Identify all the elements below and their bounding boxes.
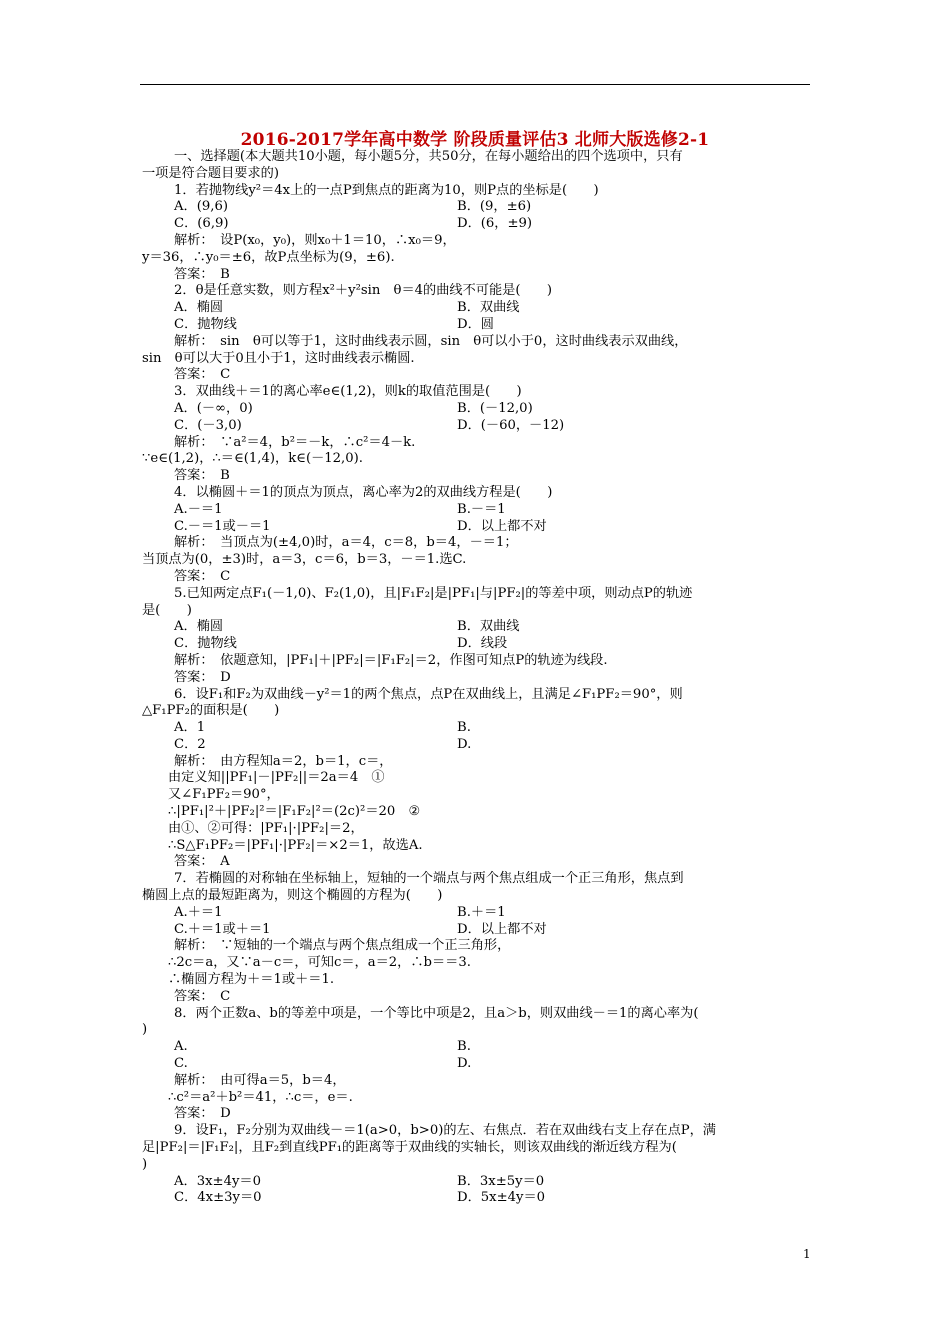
option-d: D．以上都不对: [457, 921, 547, 937]
option-c: C．2: [174, 736, 206, 752]
question-7-stem: 椭圆上点的最短距离为，则这个椭圆的方程为( ): [142, 888, 443, 904]
question-4-answer: 答案： C: [174, 568, 231, 584]
option-d: D.: [457, 736, 472, 752]
option-a: A．(9,6): [174, 199, 228, 215]
question-4-options-row: [142, 502, 812, 519]
question-8-stem: ): [142, 1022, 148, 1038]
option-a: A．椭圆: [174, 619, 224, 635]
question-2-analysis: sin θ可以大于0且小于1，这时曲线表示椭圆.: [142, 350, 415, 366]
document-title: 2016-2017学年高中数学 阶段质量评估3 北师大版选修2-1: [240, 130, 710, 150]
question-8-answer: 答案： D: [174, 1106, 231, 1122]
option-b: B.＋＝1: [457, 904, 506, 920]
option-d: D．以上都不对: [457, 518, 547, 534]
question-6-stem: 6．设F₁和F₂为双曲线－y²＝1的两个焦点，点P在双曲线上，且满足∠F₁PF₂＝90°，则: [174, 686, 683, 702]
question-6-options-row: [142, 720, 812, 737]
question-3-stem: 3．双曲线＋＝1的离心率e∈(1,2)，则k的取值范围是( ): [174, 384, 522, 400]
question-9-stem: 足|PF₂|＝|F₁F₂|，且F₂到直线PF₁的距离等于双曲线的实轴长，则该双曲线的渐近线方程为(: [142, 1140, 677, 1156]
question-1-options-row: [142, 216, 812, 233]
question-5-answer: 答案： D: [174, 669, 231, 685]
question-3-analysis: 解析： ∵a²＝4，b²＝－k，∴c²＝4－k.: [174, 434, 416, 450]
option-c: C.＋＝1或＋＝1: [174, 921, 271, 937]
option-d: D．线段: [457, 636, 508, 652]
question-5-options-row: [142, 636, 812, 653]
question-6-analysis: 由定义知||PF₁|－|PF₂||＝2a＝4 ①: [168, 770, 385, 786]
question-6-analysis: ∴|PF₁|²＋|PF₂|²＝|F₁F₂|²＝(2c)²＝20 ②: [168, 804, 421, 820]
question-7-analysis: ∴椭圆方程为＋＝1或＋＝1.: [168, 972, 335, 988]
question-6-answer: 答案： A: [174, 854, 230, 870]
option-c: C．抛物线: [174, 636, 237, 652]
question-6-analysis: 又∠F₁PF₂＝90°，: [168, 787, 280, 803]
question-9-stem: ): [142, 1156, 148, 1172]
question-1-stem: 1．若抛物线y²＝4x上的一点P到焦点的距离为10，则P点的坐标是( ): [174, 182, 599, 198]
option-c: C．4x±3y＝0: [174, 1190, 262, 1206]
option-d: D.: [457, 1056, 472, 1072]
question-7-options-row: [142, 922, 812, 939]
option-a: A.＋＝1: [174, 904, 223, 920]
question-7-analysis: ∴2c＝a，又∵a－c＝，可知c＝，a＝2，∴b＝＝3.: [168, 955, 471, 971]
page-number: 1: [803, 1247, 811, 1261]
option-c: C.－＝1或－＝1: [174, 518, 271, 534]
question-8-stem: 8．两个正数a、b的等差中项是，一个等比中项是2，且a＞b，则双曲线－＝1的离心率为(: [174, 1005, 699, 1021]
option-b: B．3x±5y＝0: [457, 1173, 545, 1189]
option-a: A.－＝1: [174, 501, 223, 517]
option-a: A．椭圆: [174, 300, 224, 316]
question-6-analysis: 由①、②可得：|PF₁|·|PF₂|＝2，: [168, 820, 364, 836]
question-5-stem: 5.已知两定点F₁(－1,0)、F₂(1,0)，且|F₁F₂|是|PF₁|与|PF₂|的等差中项，则动点P的轨迹: [174, 585, 693, 601]
question-9-stem: 9．设F₁，F₂分别为双曲线－＝1(a>0，b>0)的左、右焦点．若在双曲线右支上存在点P，满: [174, 1123, 716, 1139]
option-a: A.: [174, 1039, 188, 1055]
question-3-answer: 答案： B: [174, 468, 230, 484]
option-b: B.: [457, 720, 471, 736]
section-intro-line: 一、选择题(本大题共10小题，每小题5分，共50分，在每小题给出的四个选项中，只有: [174, 149, 683, 164]
option-d: D．(6，±9): [457, 216, 533, 232]
question-6-options-row: [142, 737, 812, 754]
question-2-answer: 答案： C: [174, 367, 231, 383]
option-b: B．双曲线: [457, 619, 520, 635]
question-1-analysis: y＝36，∴y₀＝±6，故P点坐标为(9，±6).: [142, 249, 395, 265]
option-b: B.－＝1: [457, 501, 506, 517]
question-8-options-row: [142, 1056, 812, 1073]
option-c: C．抛物线: [174, 316, 237, 332]
question-1-answer: 答案： B: [174, 266, 230, 282]
question-6-stem: △F₁PF₂的面积是( ): [142, 703, 280, 719]
option-a: A．3x±4y＝0: [174, 1173, 262, 1189]
question-4-stem: 4．以椭圆＋＝1的顶点为顶点，离心率为2的双曲线方程是( ): [174, 484, 553, 500]
question-1-analysis: 解析： 设P(x₀，y₀)，则x₀＋1＝10，∴x₀＝9，: [174, 232, 456, 248]
option-d: D．5x±4y＝0: [457, 1190, 546, 1206]
question-2-options-row: [142, 300, 812, 317]
question-7-analysis: 解析： ∵短轴的一个端点与两个焦点组成一个正三角形，: [174, 938, 511, 954]
question-8-analysis: 解析： 由可得a＝5，b＝4，: [174, 1072, 346, 1088]
question-8-analysis: ∴c²＝a²＋b²＝41，∴c＝，e＝.: [168, 1089, 353, 1105]
question-5-analysis: 解析： 依题意知，|PF₁|＋|PF₂|＝|F₁F₂|＝2，作图可知点P的轨迹为线段.: [174, 652, 608, 668]
question-3-analysis: ∵e∈(1,2)，∴＝∈(1,4)，k∈(－12,0).: [142, 451, 363, 467]
question-9-options-row: [142, 1190, 812, 1207]
question-7-stem: 7．若椭圆的对称轴在坐标轴上，短轴的一个端点与两个焦点组成一个正三角形，焦点到: [174, 871, 684, 887]
question-5-stem: 是( ): [142, 602, 192, 618]
question-6-analysis: 解析： 由方程知a＝2，b＝1，c＝，: [174, 753, 393, 769]
option-b: B．(9，±6): [457, 199, 532, 215]
option-c: C．(6,9): [174, 216, 229, 232]
option-c: C.: [174, 1056, 188, 1072]
document-body: [142, 149, 812, 1207]
question-7-answer: 答案： C: [174, 988, 231, 1004]
option-b: B．双曲线: [457, 300, 520, 316]
section-intro-line: 一项是符合题目要求的): [142, 165, 280, 181]
option-c: C．(－3,0): [174, 417, 242, 433]
question-4-options-row: [142, 519, 812, 536]
question-6-analysis: ∴S△F₁PF₂＝|PF₁|·|PF₂|＝×2＝1，故选A.: [168, 837, 423, 853]
question-2-options-row: [142, 317, 812, 334]
question-4-analysis: 解析： 当顶点为(±4,0)时，a＝4，c＝8，b＝4，－＝1；: [174, 535, 518, 551]
question-3-options-row: [142, 418, 812, 435]
question-4-analysis: 当顶点为(0，±3)时，a＝3，c＝6，b＝3，－＝1.选C.: [142, 552, 467, 568]
option-d: D．圆: [457, 316, 494, 332]
question-2-stem: 2．θ是任意实数，则方程x²＋y²sin θ＝4的曲线不可能是( ): [174, 283, 553, 299]
option-b: B.: [457, 1039, 471, 1055]
option-d: D．(－60，－12): [457, 417, 565, 433]
header-rule: [140, 84, 810, 85]
question-1-options-row: [142, 199, 812, 216]
option-b: B．(－12,0): [457, 400, 533, 416]
question-7-options-row: [142, 905, 812, 922]
question-9-options-row: [142, 1174, 812, 1191]
question-5-options-row: [142, 619, 812, 636]
option-a: A．1: [174, 720, 206, 736]
question-3-options-row: [142, 401, 812, 418]
option-a: A．(－∞，0): [174, 400, 253, 416]
question-2-analysis: 解析： sin θ可以等于1，这时曲线表示圆，sin θ可以小于0，这时曲线表示双曲线，: [174, 333, 688, 349]
question-8-options-row: [142, 1039, 812, 1056]
